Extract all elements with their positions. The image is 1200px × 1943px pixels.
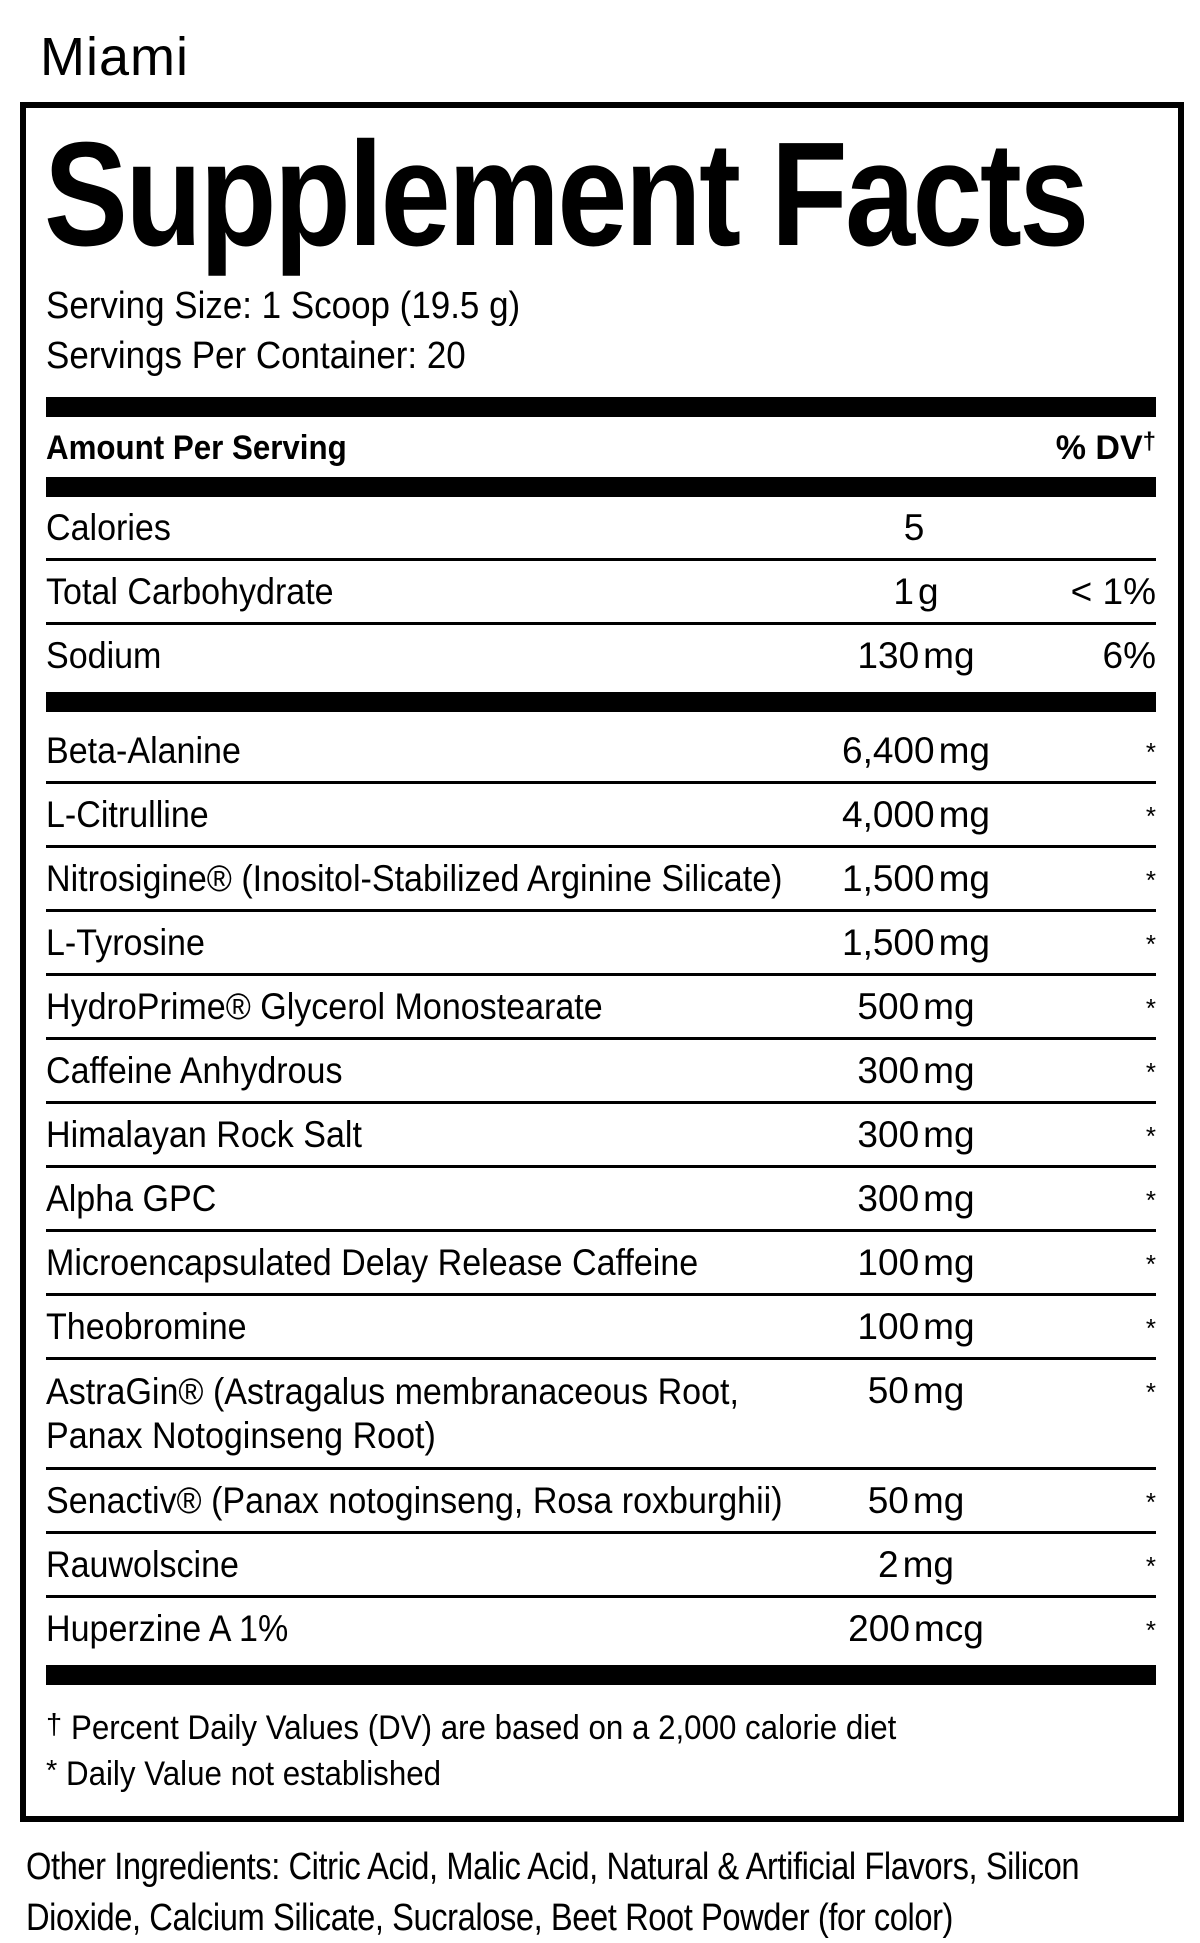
- ingredient-unit: mg: [938, 858, 990, 900]
- ingredient-row: [46, 848, 1156, 912]
- ingredient-unit: mg: [923, 1114, 975, 1156]
- ingredient-name: Himalayan Rock Salt: [46, 1114, 362, 1156]
- dv-not-established-mark: *: [1145, 1057, 1156, 1088]
- nutrient-name: Sodium: [46, 635, 162, 677]
- ingredient-name: AstraGin® (Astragalus membranaceous Root, Panax Notoginseng Root): [46, 1371, 739, 1456]
- ingredient-dv: [1016, 1242, 1156, 1284]
- ingredient-name: Alpha GPC: [46, 1178, 217, 1220]
- asterisk-icon: *: [46, 1755, 58, 1788]
- ingredient-dv: [1016, 1114, 1156, 1156]
- ingredient-row: [46, 1104, 1156, 1168]
- column-header-row: [46, 417, 1156, 477]
- dv-not-established-mark: *: [1145, 1614, 1156, 1645]
- ingredient-unit: mg: [923, 1178, 975, 1220]
- ingredient-row: [46, 1598, 1156, 1659]
- ingredient-dv: [1016, 1306, 1156, 1348]
- nutrient-row: [46, 497, 1156, 561]
- serving-size: Serving Size: 1 Scoop (19.5 g): [46, 284, 521, 327]
- servings-per-container: Servings Per Container: 20: [46, 335, 466, 378]
- nutrient-amount: 130 mg: [857, 635, 975, 677]
- other-ingredients: Other Ingredients: Citric Acid, Malic Acid, Natural & Artificial Flavors, Silicon Dioxide, Calcium Silicate, Sucralose, Beet Root Powder (for color): [26, 1846, 1080, 1939]
- ingredient-amount: 50 mg: [867, 1479, 965, 1521]
- ingredient-name: Theobromine: [46, 1306, 247, 1348]
- ingredient-row: [46, 720, 1156, 784]
- nutrient-unit: g: [918, 571, 939, 613]
- ingredient-unit: mg: [923, 1242, 975, 1284]
- ingredient-row: [46, 1040, 1156, 1104]
- ingredient-amount: 200 mcg: [848, 1607, 984, 1649]
- ingredient-dv: [1016, 986, 1156, 1028]
- nutrient-dv: 6%: [1102, 635, 1156, 677]
- ingredient-unit: mcg: [913, 1607, 984, 1649]
- nutrient-row: [46, 625, 1156, 686]
- ingredient-amount: 100 mg: [857, 1306, 975, 1348]
- ingredient-unit: mg: [938, 730, 990, 772]
- ingredient-name: Rauwolscine: [46, 1543, 239, 1585]
- supplement-facts-panel: [20, 102, 1184, 1822]
- footnote-daily-value-basis: † Percent Daily Values (DV) are based on a 2,000 calorie diet: [46, 1708, 897, 1747]
- ingredient-row: [46, 1168, 1156, 1232]
- ingredient-dv: [1016, 730, 1156, 772]
- ingredient-dv: [1016, 794, 1156, 836]
- ingredient-name: L-Tyrosine: [46, 922, 205, 964]
- footnotes: [46, 1691, 1156, 1801]
- nutrient-unit: mg: [923, 635, 975, 677]
- ingredient-name: Huperzine A 1%: [46, 1607, 289, 1649]
- ingredient-amount: 1,500 mg: [842, 858, 990, 900]
- dagger-icon: †: [1142, 428, 1156, 456]
- ingredient-unit: mg: [938, 794, 990, 836]
- dv-not-established-mark: *: [1145, 1249, 1156, 1280]
- ingredient-row: [46, 1360, 1156, 1469]
- dv-not-established-mark: *: [1145, 1377, 1156, 1408]
- section-divider: [46, 692, 1156, 712]
- dagger-icon: †: [46, 1708, 63, 1741]
- ingredient-unit: mg: [912, 1479, 965, 1521]
- section-divider: [46, 477, 1156, 497]
- ingredient-unit: mg: [912, 1370, 965, 1412]
- ingredient-amount: 500 mg: [857, 986, 975, 1028]
- ingredient-name: Nitrosigine® (Inositol-Stabilized Arginine Silicate): [46, 858, 783, 900]
- nutrient-row: [46, 561, 1156, 625]
- ingredient-name: Senactiv® (Panax notoginseng, Rosa roxburghii): [46, 1479, 783, 1521]
- ingredient-name: Caffeine Anhydrous: [46, 1050, 343, 1092]
- ingredient-dv: [1016, 1178, 1156, 1220]
- ingredient-dv: [1016, 1480, 1156, 1522]
- dv-not-established-mark: *: [1145, 1121, 1156, 1152]
- ingredient-row: [46, 784, 1156, 848]
- ingredient-amount: 1,500 mg: [842, 922, 990, 964]
- ingredient-unit: mg: [938, 922, 990, 964]
- ingredient-row: [46, 1534, 1156, 1598]
- percent-dv-header: % DV†: [1055, 428, 1156, 468]
- flavor-title: Miami: [40, 27, 189, 87]
- ingredient-row: [46, 912, 1156, 976]
- ingredient-row: [46, 1470, 1156, 1534]
- ingredient-amount: 300 mg: [857, 1050, 975, 1092]
- ingredient-dv: [1016, 1544, 1156, 1586]
- ingredient-unit: mg: [923, 1306, 975, 1348]
- ingredient-name: HydroPrime® Glycerol Monostearate: [46, 986, 603, 1028]
- ingredient-name: Microencapsulated Delay Release Caffeine: [46, 1242, 699, 1284]
- nutrient-amount: 1 g: [893, 571, 939, 613]
- dv-not-established-mark: *: [1145, 929, 1156, 960]
- amount-per-serving-header: Amount Per Serving: [46, 429, 347, 468]
- ingredient-amount: 4,000 mg: [842, 794, 990, 836]
- ingredient-dv: [1016, 922, 1156, 964]
- ingredient-unit: mg: [923, 1050, 975, 1092]
- ingredient-unit: mg: [923, 986, 975, 1028]
- ingredient-dv: [1016, 1608, 1156, 1650]
- dv-not-established-mark: *: [1145, 1185, 1156, 1216]
- ingredient-amount: 100 mg: [857, 1242, 975, 1284]
- ingredient-row: [46, 976, 1156, 1040]
- ingredient-amount: 300 mg: [857, 1178, 975, 1220]
- ingredient-row: [46, 1232, 1156, 1296]
- nutrient-dv: < 1%: [1070, 571, 1156, 613]
- ingredient-row: [46, 1296, 1156, 1360]
- ingredient-amount: 300 mg: [857, 1114, 975, 1156]
- ingredient-name: L-Citrulline: [46, 794, 209, 836]
- dv-not-established-mark: *: [1145, 865, 1156, 896]
- dv-not-established-mark: *: [1145, 1486, 1156, 1517]
- nutrient-amount: 5: [903, 507, 925, 549]
- ingredient-amount: 6,400 mg: [842, 730, 990, 772]
- dv-not-established-mark: *: [1145, 1550, 1156, 1581]
- panel-title: Supplement Facts: [44, 112, 1087, 277]
- ingredient-amount: 50 mg: [867, 1370, 965, 1412]
- section-divider: [46, 1665, 1156, 1685]
- nutrient-name: Total Carbohydrate: [46, 571, 334, 613]
- dv-not-established-mark: *: [1145, 1313, 1156, 1344]
- ingredient-rows: [46, 720, 1156, 1658]
- section-divider: [46, 397, 1156, 417]
- ingredient-dv: [1016, 1050, 1156, 1092]
- dv-not-established-mark: *: [1145, 801, 1156, 832]
- ingredient-unit: mg: [902, 1543, 954, 1585]
- dv-not-established-mark: *: [1145, 993, 1156, 1024]
- ingredient-dv: [1016, 1370, 1156, 1412]
- ingredient-name: Beta-Alanine: [46, 730, 241, 772]
- ingredient-dv: [1016, 858, 1156, 900]
- macro-rows: [46, 497, 1156, 686]
- nutrient-name: Calories: [46, 507, 171, 549]
- dv-not-established-mark: *: [1145, 737, 1156, 768]
- ingredient-amount: 2 mg: [878, 1543, 954, 1585]
- footnote-dv-not-established: * Daily Value not established: [46, 1755, 442, 1794]
